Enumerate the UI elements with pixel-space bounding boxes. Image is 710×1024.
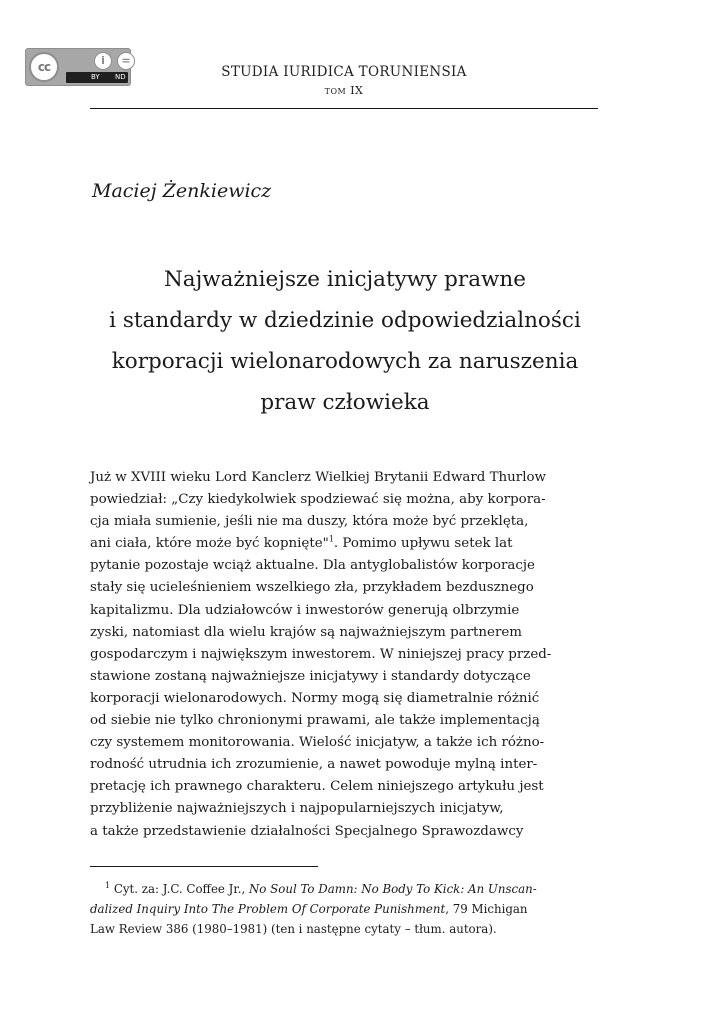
body-line: gospodarczym i największym inwestorem. W niniejszej pracy przed- xyxy=(90,646,552,662)
footnote-cited-title: No Soul To Damn: No Body To Kick: An Unscan- xyxy=(248,882,537,896)
footnote-text: Cyt. za: J.C. Coffee Jr., xyxy=(113,882,249,896)
body-line: Już w XVIII wieku Lord Kanclerz Wielkiej Brytanii Edward Thurlow xyxy=(90,470,547,485)
no-derivatives-icon: = xyxy=(117,52,135,70)
body-line-segment: ani ciała, które może być kopnięte" xyxy=(90,536,329,552)
journal-volume: tom IX xyxy=(324,84,364,97)
footnote-rule xyxy=(90,866,318,867)
body-line: stały się ucieleśnieniem wszelkiego zła, przykładem bezdusznego xyxy=(90,580,534,596)
journal-title: STUDIA IURIDICA TORUNIENSIA xyxy=(221,64,467,80)
body-line: pretację ich prawnego charakteru. Celem niniejszego artykułu jest xyxy=(90,779,544,795)
author-name: Maciej Żenkiewicz xyxy=(92,180,272,202)
body-line: czy systemem monitorowania. Wielość inicjatyw, a także ich różno- xyxy=(90,735,545,751)
body-line: korporacji wielonarodowych. Normy mogą się diametralnie różnić xyxy=(90,690,540,706)
body-line-with-footnote-ref xyxy=(90,533,598,555)
by-label: BY xyxy=(91,73,100,81)
title-line: i standardy w dziedzinie odpowiedzialności xyxy=(109,308,581,333)
body-line: powiedział: „Czy kiedykolwiek spodziewać się można, aby korpora- xyxy=(90,492,546,508)
footnote-line xyxy=(90,899,598,919)
title-line: korporacji wielonarodowych za naruszenia xyxy=(111,349,579,374)
footnote-text: , 79 Michigan xyxy=(445,902,528,916)
body-line: kapitalizmu. Dla udziałowców i inwestorów generują olbrzymie xyxy=(90,602,520,618)
body-line: a także przedstawienie działalności Specjalnego Sprawozdawcy xyxy=(90,823,524,839)
body-line: zyski, natomiast dla wielu krajów są najważniejszym partnerem xyxy=(90,624,522,640)
footnote-line: Law Review 386 (1980–1981) (ten i następne cytaty – tłum. autora). xyxy=(90,922,497,936)
article-title xyxy=(90,259,600,423)
footnote-line xyxy=(90,879,598,899)
header-rule xyxy=(90,108,598,109)
title-line: praw człowieka xyxy=(260,390,430,415)
article-body xyxy=(90,467,598,843)
body-line: cja miała sumienie, jeśli nie ma duszy, która może być przeklęta, xyxy=(90,514,529,530)
footnote-reference[interactable]: 1 xyxy=(328,534,334,544)
footnote xyxy=(90,879,598,939)
footnote-cited-title: dalized Inquiry Into The Problem Of Corporate Punishment xyxy=(90,902,446,916)
body-line: przybliżenie najważniejszych i najpopularniejszych inicjatyw, xyxy=(90,801,504,817)
body-line: rodność utrudnia ich zrozumienie, a nawet powoduje mylną inter- xyxy=(90,757,538,773)
creative-commons-icon: cc xyxy=(29,52,59,82)
body-line: od siebie nie tylko chronionymi prawami, ale także implementacją xyxy=(90,713,540,729)
nd-label: ND xyxy=(115,73,126,81)
attribution-person-icon: i xyxy=(94,52,112,70)
body-line: stawione zostaną najważniejsze inicjatywy i standardy dotyczące xyxy=(90,668,531,684)
title-line: Najważniejsze inicjatywy prawne xyxy=(163,267,526,292)
body-line-segment: . Pomimo upływu setek lat xyxy=(333,536,513,552)
body-line: pytanie pozostaje wciąż aktualne. Dla antyglobalistów korporacje xyxy=(90,558,535,574)
footnote-number: 1 xyxy=(105,881,111,891)
